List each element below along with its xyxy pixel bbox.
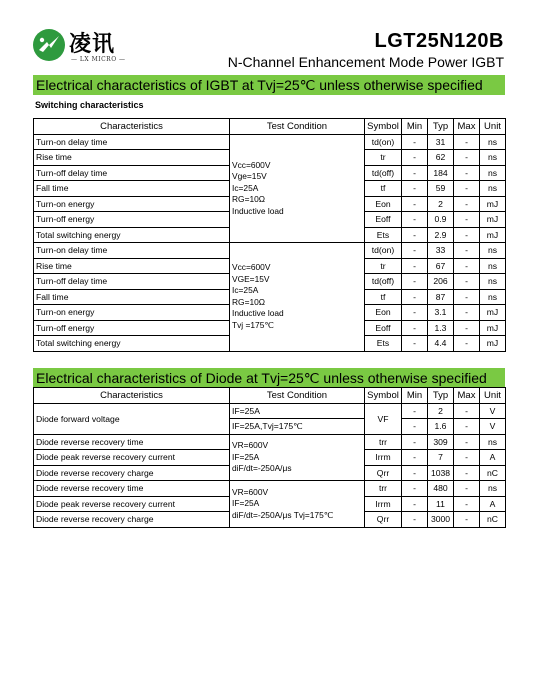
- condition-line: RG=10Ω: [232, 194, 266, 204]
- symbol-cell: trr: [365, 434, 402, 450]
- unit-cell: A: [480, 496, 506, 512]
- unit-cell: ns: [480, 274, 506, 290]
- symbol-cell: VF: [365, 403, 402, 434]
- igbt-section-title: Electrical characteristics of IGBT at Tvj=25℃ unless otherwise specified: [33, 75, 505, 95]
- symbol-cell: Irrm: [365, 496, 402, 512]
- symbol-cell: Eon: [365, 305, 402, 321]
- max-cell: -: [454, 481, 480, 497]
- typ-cell: 3000: [428, 512, 454, 528]
- max-cell: -: [454, 450, 480, 466]
- max-cell: -: [454, 227, 480, 243]
- header-max: Max: [454, 119, 480, 135]
- symbol-cell: td(on): [365, 134, 402, 150]
- min-cell: -: [402, 196, 428, 212]
- unit-cell: ns: [480, 434, 506, 450]
- min-cell: -: [402, 403, 428, 419]
- characteristic-cell: Rise time: [34, 258, 230, 274]
- diode-section-title: Electrical characteristics of Diode at Tvj=25℃ unless otherwise specified: [33, 368, 505, 388]
- typ-cell: 3.1: [428, 305, 454, 321]
- typ-cell: 1.6: [428, 419, 454, 435]
- condition-line: IF=25A: [232, 498, 260, 508]
- condition-line: Vcc=600V: [232, 262, 271, 273]
- header-unit: Unit: [480, 119, 506, 135]
- unit-cell: mJ: [480, 227, 506, 243]
- unit-cell: ns: [480, 134, 506, 150]
- max-cell: -: [454, 289, 480, 305]
- condition-line: Inductive load: [232, 205, 284, 216]
- typ-cell: 1.3: [428, 320, 454, 336]
- condition-line: Ic=25A: [232, 182, 259, 193]
- max-cell: -: [454, 150, 480, 166]
- test-condition-cell: [230, 134, 365, 243]
- typ-cell: 0.9: [428, 212, 454, 228]
- header-characteristics: Characteristics: [34, 119, 230, 135]
- typ-cell: 2.9: [428, 227, 454, 243]
- symbol-cell: Ets: [365, 227, 402, 243]
- table-header-row: [34, 119, 506, 135]
- test-condition-cell: IF=25A,Tvj=175℃: [230, 419, 365, 435]
- symbol-cell: td(off): [365, 274, 402, 290]
- characteristic-cell: Total switching energy: [34, 227, 230, 243]
- characteristic-cell: Diode forward voltage: [34, 403, 230, 434]
- max-cell: -: [454, 305, 480, 321]
- header-test-condition: Test Condition: [230, 388, 365, 404]
- unit-cell: A: [480, 450, 506, 466]
- max-cell: -: [454, 196, 480, 212]
- min-cell: -: [402, 419, 428, 435]
- typ-cell: 1038: [428, 465, 454, 481]
- characteristic-cell: Turn-off energy: [34, 212, 230, 228]
- header-characteristics: Characteristics: [34, 388, 230, 404]
- typ-cell: 2: [428, 403, 454, 419]
- max-cell: -: [454, 165, 480, 181]
- header-typ: Typ: [428, 119, 454, 135]
- logo-subtext: — LX MICRO —: [71, 56, 126, 63]
- part-number: LGT25N120B: [374, 30, 504, 52]
- unit-cell: ns: [480, 165, 506, 181]
- typ-cell: 59: [428, 181, 454, 197]
- max-cell: -: [454, 258, 480, 274]
- max-cell: -: [454, 336, 480, 352]
- symbol-cell: Irrm: [365, 450, 402, 466]
- unit-cell: V: [480, 419, 506, 435]
- symbol-cell: tr: [365, 150, 402, 166]
- max-cell: -: [454, 434, 480, 450]
- typ-cell: 33: [428, 243, 454, 259]
- unit-cell: mJ: [480, 305, 506, 321]
- condition-line: RG=10Ω: [232, 296, 266, 307]
- characteristic-cell: Turn-on energy: [34, 196, 230, 212]
- header-unit: Unit: [480, 388, 506, 404]
- min-cell: -: [402, 227, 428, 243]
- max-cell: -: [454, 320, 480, 336]
- header-symbol: Symbol: [365, 119, 402, 135]
- characteristic-cell: Turn-off delay time: [34, 274, 230, 290]
- max-cell: -: [454, 496, 480, 512]
- symbol-cell: tf: [365, 289, 402, 305]
- header-symbol: Symbol: [365, 388, 402, 404]
- symbol-cell: Eon: [365, 196, 402, 212]
- max-cell: -: [454, 243, 480, 259]
- condition-line: VR=600V: [232, 440, 269, 450]
- characteristic-cell: Diode peak reverse recovery current: [34, 450, 230, 466]
- min-cell: -: [402, 212, 428, 228]
- unit-cell: ns: [480, 481, 506, 497]
- typ-cell: 309: [428, 434, 454, 450]
- condition-line: Inductive load: [232, 308, 284, 319]
- document-subtitle: N-Channel Enhancement Mode Power IGBT: [227, 54, 504, 70]
- test-condition-cell: IF=25A: [230, 403, 365, 419]
- symbol-cell: td(on): [365, 243, 402, 259]
- typ-cell: 2: [428, 196, 454, 212]
- min-cell: -: [402, 181, 428, 197]
- condition-line: IF=25A: [232, 451, 260, 462]
- characteristic-cell: Diode reverse recovery time: [34, 481, 230, 497]
- header-typ: Typ: [428, 388, 454, 404]
- test-condition-cell: [230, 434, 365, 481]
- condition-line: diF/dt=-250A/μs Tvj=175℃: [232, 509, 334, 520]
- min-cell: -: [402, 305, 428, 321]
- characteristic-cell: Diode peak reverse recovery current: [34, 496, 230, 512]
- header-min: Min: [402, 119, 428, 135]
- symbol-cell: Ets: [365, 336, 402, 352]
- max-cell: -: [454, 465, 480, 481]
- characteristic-cell: Diode reverse recovery charge: [34, 465, 230, 481]
- symbol-cell: Qrr: [365, 512, 402, 528]
- min-cell: -: [402, 274, 428, 290]
- symbol-cell: tf: [365, 181, 402, 197]
- min-cell: -: [402, 258, 428, 274]
- typ-cell: 87: [428, 289, 454, 305]
- unit-cell: mJ: [480, 336, 506, 352]
- condition-line: Tvj =175℃: [232, 319, 274, 330]
- typ-cell: 184: [428, 165, 454, 181]
- min-cell: -: [402, 512, 428, 528]
- unit-cell: ns: [480, 289, 506, 305]
- typ-cell: 480: [428, 481, 454, 497]
- test-condition-cell: [230, 243, 365, 352]
- characteristic-cell: Turn-on delay time: [34, 243, 230, 259]
- min-cell: -: [402, 336, 428, 352]
- header-max: Max: [454, 388, 480, 404]
- test-condition-cell: [230, 481, 365, 528]
- max-cell: -: [454, 181, 480, 197]
- typ-cell: 31: [428, 134, 454, 150]
- unit-cell: ns: [480, 181, 506, 197]
- header-test-condition: Test Condition: [230, 119, 365, 135]
- table-row: [34, 243, 506, 259]
- characteristic-cell: Total switching energy: [34, 336, 230, 352]
- min-cell: -: [402, 465, 428, 481]
- min-cell: -: [402, 165, 428, 181]
- characteristic-cell: Rise time: [34, 150, 230, 166]
- switching-characteristics-heading: Switching characteristics: [35, 100, 144, 110]
- min-cell: -: [402, 134, 428, 150]
- symbol-cell: tr: [365, 258, 402, 274]
- symbol-cell: Qrr: [365, 465, 402, 481]
- max-cell: -: [454, 212, 480, 228]
- unit-cell: mJ: [480, 212, 506, 228]
- condition-line: diF/dt=-250A/μs: [232, 463, 292, 473]
- condition-line: VR=600V: [232, 486, 269, 497]
- max-cell: -: [454, 403, 480, 419]
- symbol-cell: trr: [365, 481, 402, 497]
- table-row: [34, 134, 506, 150]
- symbol-cell: Eoff: [365, 320, 402, 336]
- max-cell: -: [454, 134, 480, 150]
- condition-line: Ic=25A: [232, 285, 259, 296]
- min-cell: -: [402, 450, 428, 466]
- min-cell: -: [402, 434, 428, 450]
- min-cell: -: [402, 243, 428, 259]
- unit-cell: mJ: [480, 196, 506, 212]
- characteristic-cell: Fall time: [34, 181, 230, 197]
- table-header-row: [34, 388, 506, 404]
- typ-cell: 67: [428, 258, 454, 274]
- max-cell: -: [454, 274, 480, 290]
- condition-line: Vge=15V: [232, 171, 267, 181]
- min-cell: -: [402, 150, 428, 166]
- min-cell: -: [402, 496, 428, 512]
- table-row: [34, 403, 506, 419]
- min-cell: -: [402, 481, 428, 497]
- header-min: Min: [402, 388, 428, 404]
- characteristic-cell: Turn-off delay time: [34, 165, 230, 181]
- table-row: [34, 481, 506, 497]
- condition-line: VGE=15V: [232, 273, 270, 284]
- logo-text: 凌讯: [69, 31, 116, 57]
- characteristic-cell: Turn-off energy: [34, 320, 230, 336]
- max-cell: -: [454, 419, 480, 435]
- diode-characteristics-table: [33, 387, 506, 528]
- max-cell: -: [454, 512, 480, 528]
- symbol-cell: Eoff: [365, 212, 402, 228]
- typ-cell: 7: [428, 450, 454, 466]
- typ-cell: 62: [428, 150, 454, 166]
- unit-cell: ns: [480, 243, 506, 259]
- unit-cell: nC: [480, 512, 506, 528]
- characteristic-cell: Turn-on energy: [34, 305, 230, 321]
- unit-cell: nC: [480, 465, 506, 481]
- unit-cell: mJ: [480, 320, 506, 336]
- characteristic-cell: Diode reverse recovery time: [34, 434, 230, 450]
- min-cell: -: [402, 320, 428, 336]
- logo-emblem-icon: [33, 29, 65, 61]
- symbol-cell: td(off): [365, 165, 402, 181]
- characteristic-cell: Turn-on delay time: [34, 134, 230, 150]
- company-logo: [33, 29, 125, 65]
- characteristic-cell: Fall time: [34, 289, 230, 305]
- unit-cell: ns: [480, 258, 506, 274]
- unit-cell: ns: [480, 150, 506, 166]
- min-cell: -: [402, 289, 428, 305]
- typ-cell: 4.4: [428, 336, 454, 352]
- typ-cell: 206: [428, 274, 454, 290]
- table-row: [34, 434, 506, 450]
- unit-cell: V: [480, 403, 506, 419]
- condition-line: Vcc=600V: [232, 159, 271, 170]
- characteristic-cell: Diode reverse recovery charge: [34, 512, 230, 528]
- typ-cell: 11: [428, 496, 454, 512]
- igbt-switching-table: [33, 118, 506, 352]
